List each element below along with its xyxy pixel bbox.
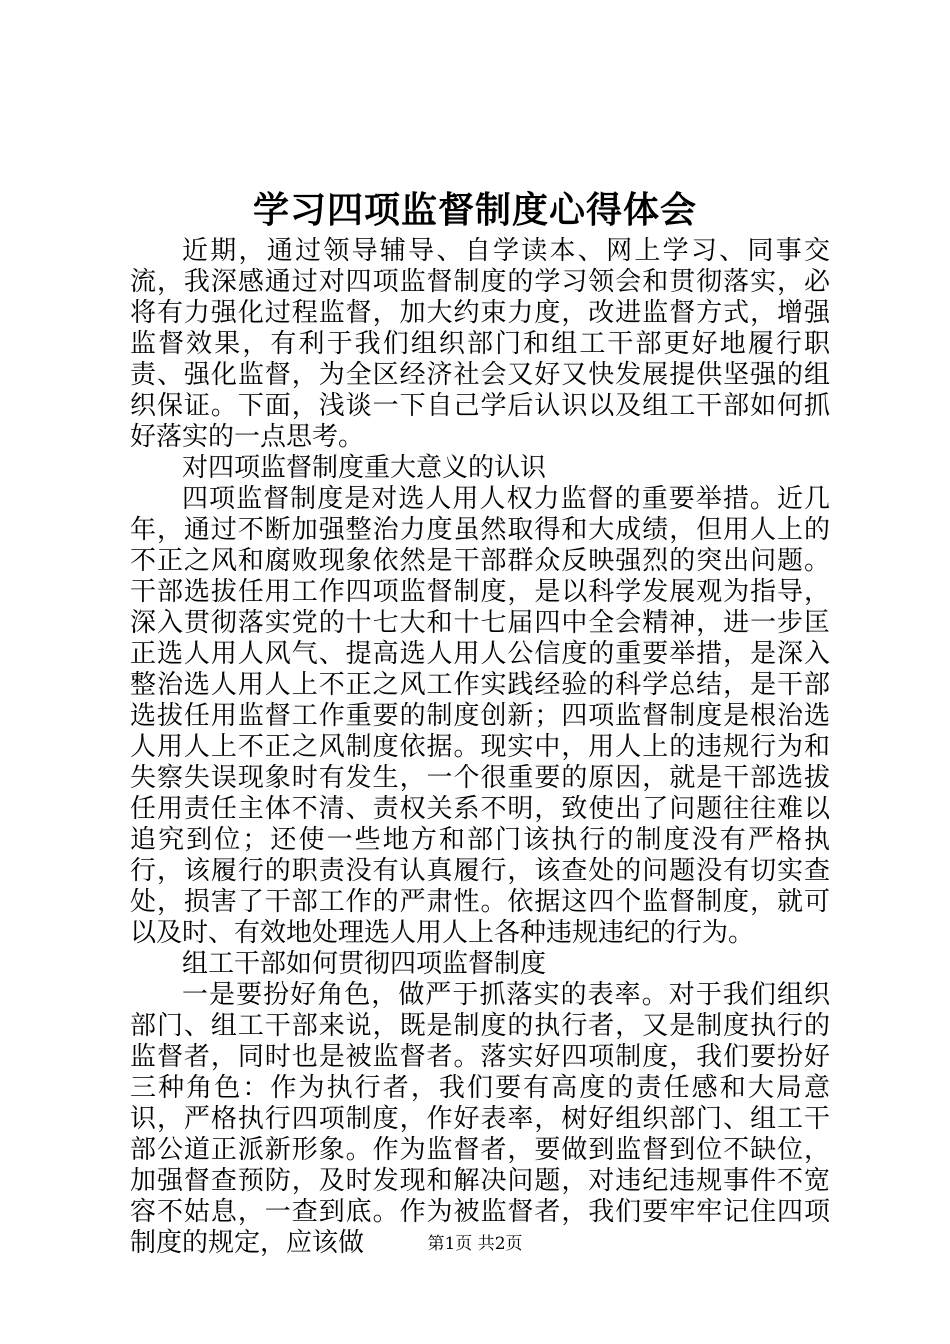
paragraph-implementation: 一是要扮好角色，做严于抓落实的表率。对于我们组织部门、组工干部来说，既是制度的执行者，又是制度执行的监督者，同时也是被监督者。落实好四项制度，我们要扮好三种角色：作为执行者，我们要有高度的责任感和大局意识，严格执行四项制度，作好表率，树好组织部门、组工干部公道正派新形象。作为监督者，要做到监督到位不缺位，加强督查预防，及时发现和解决问题，对违纪违规事件不宽容不姑息，一查到底。作为被监督者，我们要牢牢记住四项制度的规定，应该做 [130, 980, 830, 1258]
page-footer: 第1页 共2页 [427, 1234, 523, 1254]
paragraph-significance: 四项监督制度是对选人用人权力监督的重要举措。近几年，通过不断加强整治力度虽然取得和大成绩，但用人上的不正之风和腐败现象依然是干部群众反映强烈的突出问题。干部选拔任用工作四项监督制度，是以科学发展观为指导，深入贯彻落实党的十七大和十七届四中全会精神，进一步匡正选人用人风气、提高选人用人公信度的重要举措，是深入整治选人用人上不正之风工作实践经验的科学总结，是干部选拔任用监督工作重要的制度创新；四项监督制度是根治选人用人上不正之风制度依据。现实中，用人上的违规行为和失察失误现象时有发生，一个很重要的原因，就是干部选拔任用责任主体不清、责权关系不明，致使出了问题往往难以追究到位；还使一些地方和部门该执行的制度没有严格执行，该履行的职责没有认真履行，该查处的问题没有切实查处，损害了干部工作的严肃性。依据这四个监督制度，就可以及时、有效地处理选人用人上各种违规违纪的行为。 [130, 484, 830, 948]
document-title: 学习四项监督制度心得体会 [252, 189, 697, 231]
section-heading-implementation: 组工干部如何贯彻四项监督制度 [182, 949, 547, 979]
section-heading-significance: 对四项监督制度重大意义的认识 [182, 453, 547, 483]
document-body [130, 236, 830, 1259]
paragraph-intro: 近期，通过领导辅导、自学读本、网上学习、同事交流，我深感通过对四项监督制度的学习领会和贯彻落实，必将有力强化过程监督，加大约束力度，改进监督方式，增强监督效果，有利于我们组织部门和组工干部更好地履行职责、强化监督，为全区经济社会又好又快发展提供坚强的组织保证。下面，浅谈一下自己学后认识以及组工干部如何抓好落实的一点思考。 [130, 236, 830, 452]
